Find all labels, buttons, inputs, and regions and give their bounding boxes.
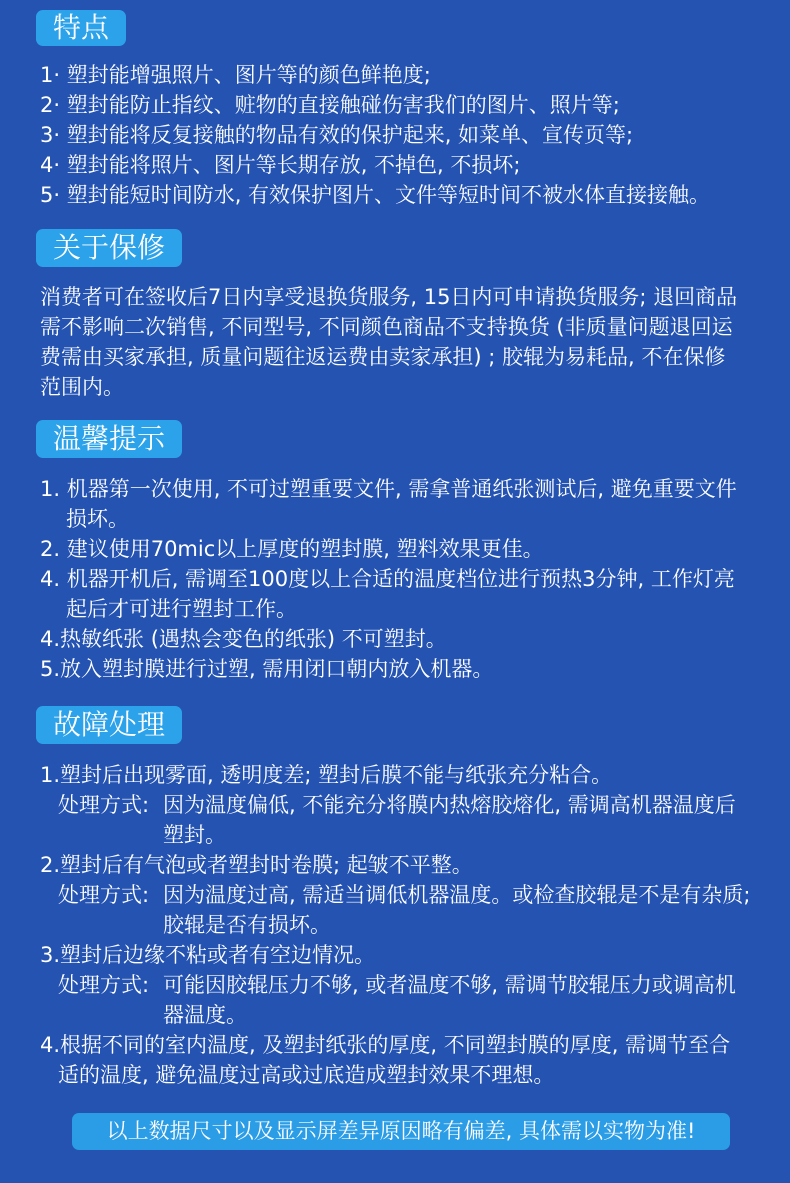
solution-continuation: 器温度。 — [163, 1003, 247, 1027]
section-title: 故障处理 — [52, 708, 165, 741]
section-header-features — [36, 10, 126, 46]
solution-label: 处理方式: — [58, 793, 150, 817]
warranty-line: 消费者可在签收后7日内享受退换货服务, 15日内可申请换货服务; 退回商品 — [40, 285, 738, 309]
footer-disclaimer — [72, 1113, 730, 1150]
tip-item: 2. 建议使用70mic以上厚度的塑封膜, 塑料效果更佳。 — [40, 537, 544, 561]
solution-row — [0, 790, 790, 820]
section-header-warranty — [36, 229, 182, 267]
solution-text: 因为温度偏低, 不能充分将膜内热熔胶熔化, 需调高机器温度后 — [163, 793, 736, 817]
features-list — [0, 60, 790, 210]
solution-text: 可能因胶辊压力不够, 或者温度不够, 需调节胶辊压力或调高机 — [163, 973, 736, 997]
solution-label: 处理方式: — [58, 883, 150, 907]
problem-continuation: 适的温度, 避免温度过高或过底造成塑封效果不理想。 — [58, 1063, 555, 1087]
problem-text: 4.根据不同的室内温度, 及塑封纸张的厚度, 不同塑封膜的厚度, 需调节至合 — [40, 1033, 731, 1057]
section-header-troubleshooting — [36, 706, 182, 744]
troubleshooting-list — [0, 760, 790, 1090]
feature-item: 2· 塑封能防止指纹、赃物的直接触碰伤害我们的图片、照片等; — [40, 93, 620, 117]
solution-text: 因为温度过高, 需适当调低机器温度。或检查胶辊是不是有杂质; — [163, 883, 751, 907]
section-header-tips — [36, 420, 182, 458]
feature-item: 4· 塑封能将照片、图片等长期存放, 不掉色, 不损坏; — [40, 153, 521, 177]
tip-item-continuation: 损坏。 — [66, 507, 129, 531]
tip-item: 4. 机器开机后, 需调至100度以上合适的温度档位进行预热3分钟, 工作灯亮 — [40, 567, 735, 591]
warranty-line: 需不影响二次销售, 不同型号, 不同颜色商品不支持换货 (非质量问题退回运 — [40, 315, 733, 339]
solution-row — [0, 880, 790, 910]
solution-label: 处理方式: — [58, 973, 150, 997]
tip-item: 5.放入塑封膜进行过塑, 需用闭口朝内放入机器。 — [40, 657, 494, 681]
problem-text: 1.塑封后出现雾面, 透明度差; 塑封后膜不能与纸张充分粘合。 — [40, 763, 613, 787]
feature-item: 5· 塑封能短时间防水, 有效保护图片、文件等短时间不被水体直接接触。 — [40, 183, 711, 207]
problem-text: 2.塑封后有气泡或者塑封时卷膜; 起皱不平整。 — [40, 853, 473, 877]
tip-item: 4.热敏纸张 (遇热会变色的纸张) 不可塑封。 — [40, 627, 447, 651]
section-title: 温馨提示 — [52, 422, 165, 455]
section-title: 特点 — [52, 11, 109, 44]
warranty-paragraph — [0, 282, 790, 402]
footer-note: 以上数据尺寸以及显示屏差异原因略有偏差, 具体需以实物为准! — [106, 1119, 696, 1143]
solution-continuation: 塑封。 — [163, 823, 226, 847]
solution-continuation: 胶辊是否有损坏。 — [163, 913, 331, 937]
warranty-line: 费需由买家承担, 质量问题往返运费由卖家承担) ; 胶辊为易耗品, 不在保修 — [40, 345, 726, 369]
feature-item: 1· 塑封能增强照片、图片等的颜色鲜艳度; — [40, 63, 431, 87]
tips-list — [0, 474, 790, 684]
warranty-line: 范围内。 — [40, 375, 124, 399]
feature-item: 3· 塑封能将反复接触的物品有效的保护起来, 如菜单、宣传页等; — [40, 123, 634, 147]
tip-item: 1. 机器第一次使用, 不可过塑重要文件, 需拿普通纸张测试后, 避免重要文件 — [40, 477, 737, 501]
section-title: 关于保修 — [52, 231, 165, 264]
tip-item-continuation: 起后才可进行塑封工作。 — [66, 597, 297, 621]
problem-text: 3.塑封后边缘不粘或者有空边情况。 — [40, 943, 376, 967]
solution-row — [0, 970, 790, 1000]
